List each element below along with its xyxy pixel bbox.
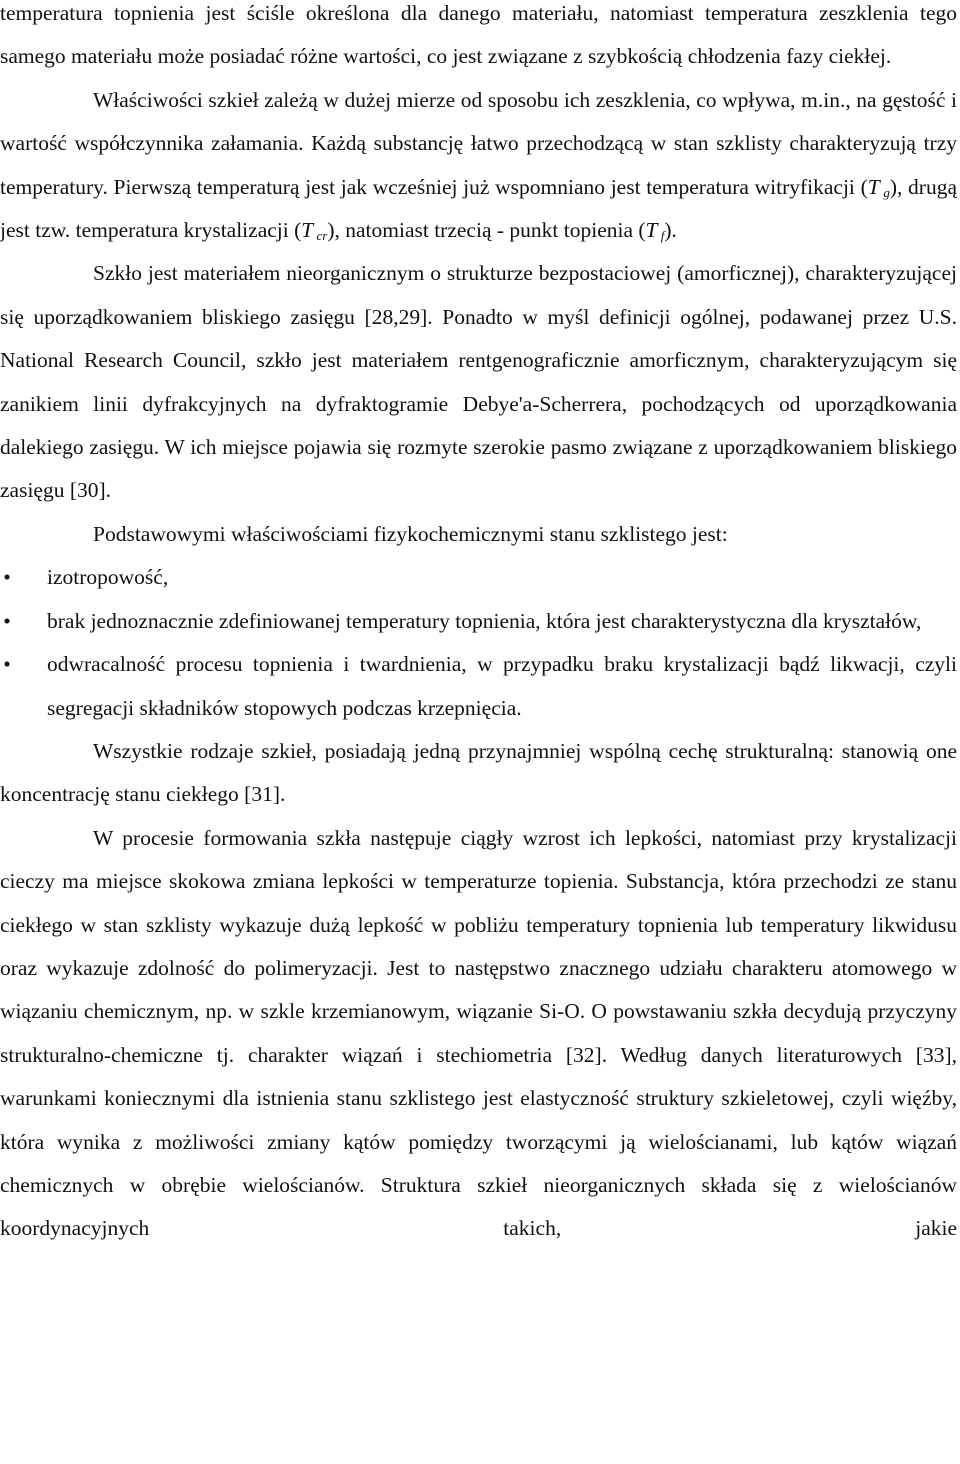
tcr-subscript: cr bbox=[316, 228, 328, 244]
paragraph-5 bbox=[0, 730, 957, 817]
bullet-icon: • bbox=[3, 652, 11, 677]
properties-list bbox=[0, 556, 957, 730]
list-item bbox=[0, 600, 957, 643]
paragraph-3 bbox=[0, 252, 957, 512]
paragraph-6 bbox=[0, 817, 957, 1251]
tf-subscript: f bbox=[660, 228, 665, 244]
tf-symbol: T bbox=[645, 218, 658, 243]
list-item-text: odwracalność procesu topnienia i twardnienia, w przypadku braku krystalizacji bądź likwacji, czyli segregacji składników stopowych podczas krzepnięcia. bbox=[47, 652, 957, 720]
paragraph-2-text-a: Właściwości szkieł zależą w dużej mierze od sposobu ich zeszklenia, co wpływa, m.in., na gęstość i wartość współczynnika załamania. Każdą substancję łatwo przechodzącą w stan szklisty charakteryzują trzy temperatury. Pierwszą temperaturą jest jak wcześniej już wspomniano jest temperatura witryfikacji ( bbox=[0, 87, 957, 199]
tg-symbol: T bbox=[867, 174, 880, 199]
list-item bbox=[0, 643, 957, 730]
list-item-text: brak jednoznacznie zdefiniowanej temperatury topnienia, która jest charakterystyczna dla kryształów, bbox=[47, 608, 922, 633]
bullet-icon: • bbox=[3, 565, 11, 590]
paragraph-2-text-b: ), drugą jest tzw. temperatura krystalizacji ( bbox=[0, 174, 957, 243]
list-item-text: izotropowość, bbox=[47, 565, 169, 590]
paragraph-2-text-c: ), natomiast trzecią - punkt topienia ( bbox=[327, 218, 646, 243]
paragraph-4 bbox=[0, 513, 957, 556]
paragraph-6-text: W procesie formowania szkła następuje ciągły wzrost ich lepkości, natomiast przy krystalizacji cieczy ma miejsce skokowa zmiana lepkości w temperaturze topienia. Substancja, która przechodzi ze stanu ciekłego w stan szklisty wykazuje dużą lepkość w pobliżu temperatury topnienia lub temperatury likwidusu oraz wykazuje zdolność do polimeryzacji. Jest to następstwo znacznego udziału charakteru atomowego w wiązaniu chemicznym, np. w szkle krzemianowym, wiązanie Si-O. O powstawaniu szkła decydują przyczyny strukturalno-chemiczne tj. charakter wiązań i stechiometria [32]. Według danych literaturowych [33], warunkami koniecznymi dla istnienia stanu szklistego jest elastyczność struktury szkieletowej, czyli więźby, która wynika z możliwości zmiany kątów pomiędzy tworzącymi ją wielościanami, lub kątów wiązań chemicznych w obrębie wielościanów. Struktura szkieł nieorganicznych składa się z wielościanów koordynacyjnych takich, jakie bbox=[0, 825, 957, 1241]
bullet-icon: • bbox=[3, 608, 11, 633]
paragraph-1 bbox=[0, 0, 957, 79]
paragraph-3-text: Szkło jest materiałem nieorganicznym o strukturze bezpostaciowej (amorficznej), charakteryzującej się uporządkowaniem bliskiego zasięgu [28,29]. Ponadto w myśl definicji ogólnej, podawanej przez U.S. National Research Council, szkło jest materiałem rentgenograficznie amorficznym, charakteryzującym się zanikiem linii dyfrakcyjnych na dyfraktogramie Debye'a-Scherrera, pochodzących od uporządkowania dalekiego zasięgu. W ich miejsce pojawia się rozmyte szerokie pasmo związane z uporządkowaniem bliskiego zasięgu [30]. bbox=[0, 261, 957, 503]
paragraph-2 bbox=[0, 79, 957, 253]
paragraph-4-text: Podstawowymi właściwościami fizykochemicznymi stanu szklistego jest: bbox=[93, 521, 728, 546]
tg-subscript: g bbox=[883, 184, 890, 200]
paragraph-2-text-d: ). bbox=[664, 218, 677, 243]
paragraph-1-text: temperatura topnienia jest ściśle określona dla danego materiału, natomiast temperatura zeszklenia tego samego materiału może posiadać różne wartości, co jest związane z szybkością chłodzenia fazy ciekłej. bbox=[0, 1, 957, 69]
list-item bbox=[0, 556, 957, 599]
paragraph-5-text: Wszystkie rodzaje szkieł, posiadają jedną przynajmniej wspólną cechę strukturalną: stanowią one koncentrację stanu ciekłego [31]. bbox=[0, 738, 957, 807]
tcr-symbol: T bbox=[301, 218, 314, 243]
